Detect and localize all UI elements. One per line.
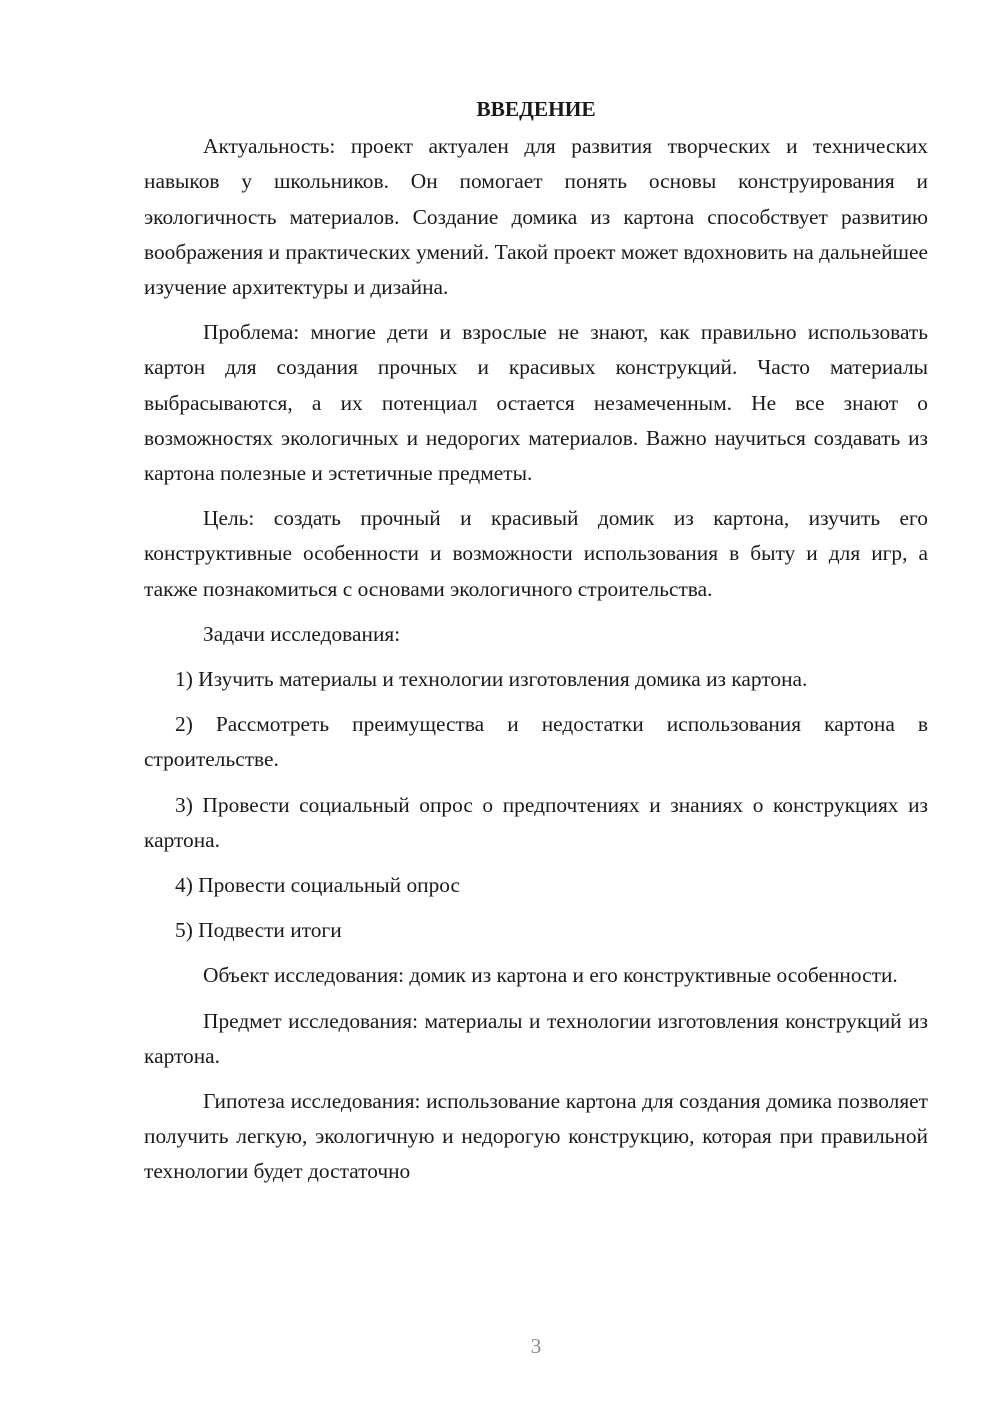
paragraph-object: Объект исследования: домик из картона и его конструктивные особенности. (203, 963, 898, 988)
paragraph-subject: Предмет исследования: материалы и технологии изготовления конструкций из картона. (144, 1008, 928, 1068)
paragraph-relevance: Актуальность: проект актуален для развития творческих и технических навыков у школьников. Он помогает понять основы конструирования и экологичность материалов. Создание домика из картона способствует развитию воображения и практических умений. Такой проект может вдохновить на дальнейшее изучение архитектуры и дизайна. (144, 134, 928, 300)
tasks-heading: Задачи исследования: (203, 621, 401, 646)
task-item: 3) Провести социальный опрос о предпочтениях и знаниях о конструкциях из картона. (144, 792, 928, 852)
document-page (144, 92, 928, 1200)
task-item: 1) Изучить материалы и технологии изготовления домика из картона. (175, 667, 808, 692)
page-number: 3 (530, 1334, 542, 1358)
paragraph-goal: Цель: создать прочный и красивый домик из картона, изучить его конструктивные особенности и возможности использования в быту и для игр, а также познакомиться с основами экологичного строительства. (144, 506, 928, 601)
paragraph-hypothesis: Гипотеза исследования: использование картона для создания домика позволяет получить легкую, экологичную и недорогую конструкцию, которая при правильной технологии будет достаточно (144, 1089, 928, 1184)
task-item: 4) Провести социальный опрос (175, 873, 461, 898)
paragraph-problem: Проблема: многие дети и взрослые не знают, как правильно использовать картон для создания прочных и красивых конструкций. Часто материалы выбрасываются, а их потенциал остается незамеченным. Не все знают о возможностях экологичных и недорогих материалов. Важно научиться создавать из картона полезные и эстетичные предметы. (144, 320, 928, 486)
task-item: 2) Рассмотреть преимущества и недостатки использования картона в строительстве. (144, 712, 928, 772)
section-title: ВВЕДЕНИЕ (476, 97, 596, 121)
task-item: 5) Подвести итоги (175, 918, 342, 943)
